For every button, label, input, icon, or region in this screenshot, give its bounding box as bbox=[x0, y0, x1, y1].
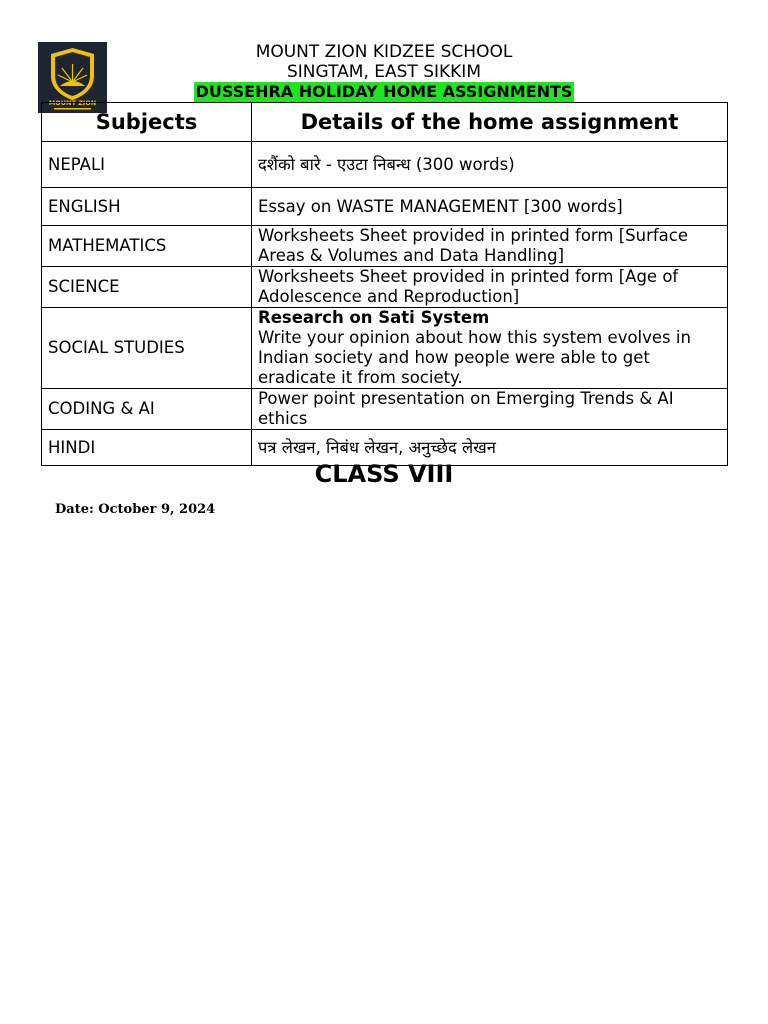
details-title: Research on Sati System bbox=[258, 308, 490, 327]
header-details: Details of the home assignment bbox=[252, 103, 728, 142]
table-row bbox=[42, 188, 728, 226]
school-name: MOUNT ZION KIDZEE SCHOOL bbox=[255, 42, 513, 62]
table-row bbox=[42, 142, 728, 188]
details-cell: Worksheets Sheet provided in printed form [Surface Areas & Volumes and Data Handling] bbox=[252, 226, 728, 267]
school-location: SINGTAM, EAST SIKKIM bbox=[287, 62, 481, 82]
details-cell: Worksheets Sheet provided in printed form [Age of Adolescence and Reproduction] bbox=[252, 267, 728, 308]
details-cell: पत्र लेखन, निबंध लेखन, अनुच्छेद लेखन bbox=[252, 430, 728, 466]
subject-cell: SOCIAL STUDIES bbox=[42, 308, 252, 389]
details-cell: दशैंको बारे - एउटा निबन्ध (300 words) bbox=[252, 142, 728, 188]
assignment-heading-wrap bbox=[0, 82, 768, 102]
subject-cell: SCIENCE bbox=[42, 267, 252, 308]
table-row bbox=[42, 389, 728, 430]
details-text: Write your opinion about how this system evolves in Indian society and how people were able to get eradicate it from society. bbox=[258, 328, 691, 387]
details-cell bbox=[252, 308, 728, 389]
class-title: CLASS VIII bbox=[314, 460, 454, 488]
table-row bbox=[42, 226, 728, 267]
details-cell: Power point presentation on Emerging Trends & AI ethics bbox=[252, 389, 728, 430]
subject-cell: ENGLISH bbox=[42, 188, 252, 226]
table-header-row bbox=[42, 103, 728, 142]
date-text: Date: October 9, 2024 bbox=[55, 502, 216, 517]
subject-cell: HINDI bbox=[42, 430, 252, 466]
logo-text: MOUNT ZION bbox=[48, 99, 97, 107]
assignment-heading: DUSSEHRA HOLIDAY HOME ASSIGNMENTS bbox=[195, 82, 573, 101]
header-subjects: Subjects bbox=[42, 103, 252, 142]
subject-cell: MATHEMATICS bbox=[42, 226, 252, 267]
subject-cell: NEPALI bbox=[42, 142, 252, 188]
table-row bbox=[42, 308, 728, 389]
subject-cell: CODING & AI bbox=[42, 389, 252, 430]
table-row bbox=[42, 267, 728, 308]
assignment-table bbox=[41, 102, 728, 466]
details-cell: Essay on WASTE MANAGEMENT [300 words] bbox=[252, 188, 728, 226]
